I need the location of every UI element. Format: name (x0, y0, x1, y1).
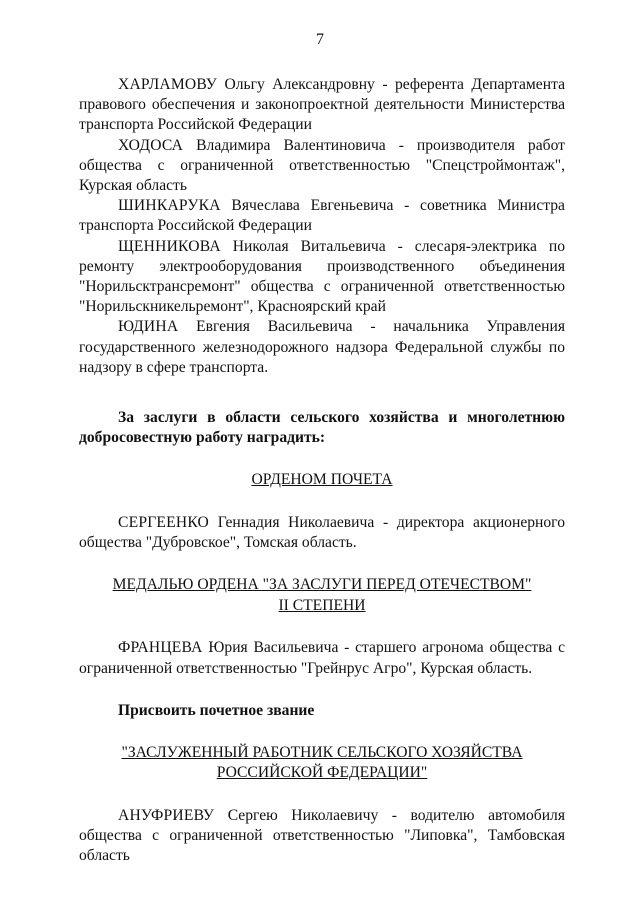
entry-details: Ольгу Александровну - референта Департамента правового обеспечения и законопроектной деятельности Министерства транспорта Российской Федерации (79, 76, 565, 134)
entry-surname: АНУФРИЕВУ (118, 806, 215, 824)
entry-details: Владимира Валентиновича - производителя работ общества с ограниченной ответственностью "Спецстроймонтаж", Курская область (79, 136, 565, 195)
award-entry (79, 806, 565, 867)
order-title-text: ОРДЕНОМ ПОЧЕТА (251, 471, 393, 489)
medal-title-line1: МЕДАЛЬЮ ОРДЕНА "ЗА ЗАСЛУГИ ПЕРЕД ОТЕЧЕСТВОМ" (112, 576, 532, 594)
entry-details: Геннадия Николаевича - директора акционерного общества "Дубровское", Томская область. (79, 513, 565, 552)
entry-surname: СЕРГЕЕНКО (118, 513, 209, 531)
award-entry (79, 513, 565, 553)
entry-surname: ЩЕННИКОВА (118, 237, 221, 255)
medal-title-line2: II СТЕПЕНИ (278, 596, 366, 614)
honor-title (79, 743, 565, 784)
entry-surname: ЮДИНА (118, 318, 179, 336)
order-title (79, 470, 565, 491)
honor-heading: Присвоить почетное звание (118, 701, 315, 719)
honor-title-line1: "ЗАСЛУЖЕННЫЙ РАБОТНИК СЕЛЬСКОГО ХОЗЯЙСТВА (121, 743, 523, 761)
document-body (79, 75, 565, 867)
entry-details: Николая Витальевича - слесаря-электрика по ремонту электрооборудования производственного объединения "Норильсктрансремонт" общества с ограниченной ответственностью "Норильскникельремонт", Красноярский край (79, 237, 565, 316)
entry-details: Вячеслава Евгеньевича - советника Министра транспорта Российской Федерации (79, 197, 565, 235)
award-entry (79, 317, 565, 378)
entry-details: Евгения Васильевича - начальника Управления государственного железнодорожного надзора Федеральной службы по надзору в сфере транспорта. (79, 318, 565, 376)
award-entry (79, 136, 565, 197)
page-number: 7 (316, 31, 324, 48)
entry-details: Юрия Васильевича - старшего агронома общества с ограниченной ответственностью "Грейнрус Агро", Курская область. (79, 639, 565, 677)
entry-details: Сергею Николаевичу - водителю автомобиля общества с ограниченной ответственностью "Липовка", Тамбовская область (79, 806, 565, 865)
entry-surname: ХАРЛАМОВУ (118, 76, 217, 93)
medal-title (79, 575, 565, 616)
honor-title-line2: РОССИЙСКОЙ ФЕДЕРАЦИИ" (216, 764, 428, 782)
agri-heading: За заслуги в области сельского хозяйства и многолетнюю добросовестную работу наградить: (79, 409, 565, 447)
award-entry (79, 75, 565, 136)
award-entry (79, 196, 565, 236)
entry-surname: ХОДОСА (118, 136, 184, 154)
award-entry (79, 237, 565, 318)
entry-surname: ШИНКАРУКА (118, 197, 221, 215)
entry-surname: ФРАНЦЕВА (118, 639, 203, 657)
award-entry (79, 638, 565, 678)
